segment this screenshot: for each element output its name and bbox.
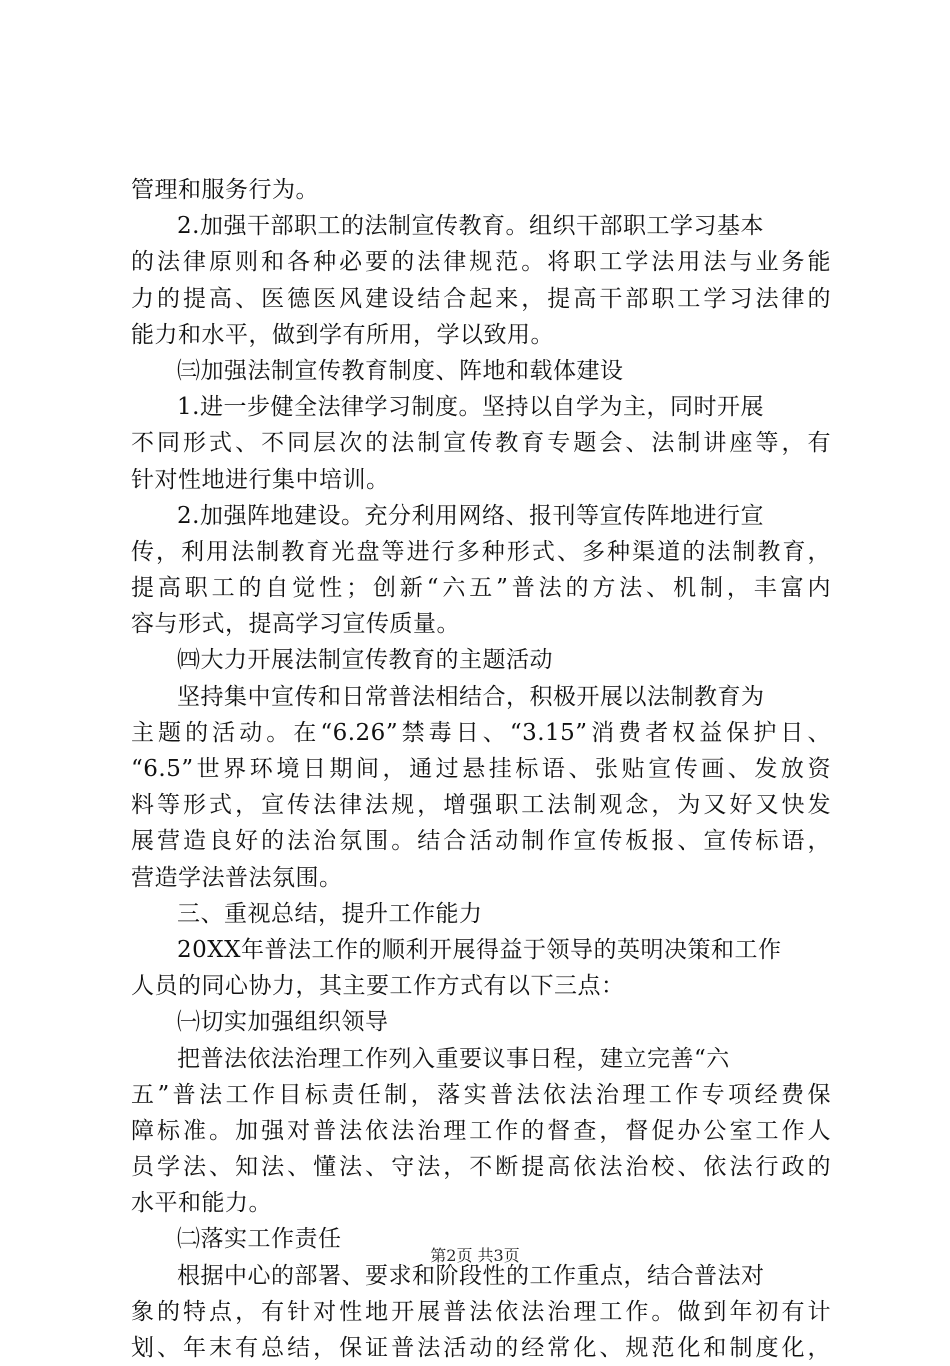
text-line: 传，利用法制教育光盘等进行多种形式、多种渠道的法制教育，: [131, 538, 831, 565]
text-line: 管理和服务行为。: [131, 177, 319, 203]
text-line: 料等形式，宣传法律法规，增强职工法制观念，为又好又快发: [131, 792, 831, 819]
text-line: 水平和能力。: [131, 1190, 272, 1217]
text-line: 员学法、知法、懂法、守法，不断提高依法治校、依法行政的: [131, 1154, 831, 1181]
text-line: 不同形式、不同层次的法制宣传教育专题会、法制讲座等，有: [131, 430, 831, 457]
document-body: [131, 172, 831, 1366]
text-line: 人员的同心协力，其主要工作方式有以下三点：: [131, 973, 625, 1000]
text-line: 容与形式，提高学习宣传质量。: [131, 611, 460, 638]
text-line: 根据中心的部署、要求和阶段性的工作重点，结合普法对: [177, 1262, 765, 1289]
text-line: 展营造良好的法治氛围。结合活动制作宣传板报、宣传标语，: [131, 828, 831, 855]
section-heading: ㈠切实加强组织领导: [177, 1009, 389, 1036]
text-line: 的法律原则和各种必要的法律规范。将职工学法用法与业务能: [131, 249, 831, 276]
text-line: 提高职工的自觉性；创新“六五”普法的方法、机制，丰富内: [131, 575, 831, 602]
section-heading: 三、重视总结，提升工作能力: [177, 900, 483, 927]
text-line: 障标准。加强对普法依法治理工作的督查，督促办公室工作人: [131, 1117, 831, 1144]
text-line: 针对性地进行集中培训。: [131, 466, 390, 493]
text-line: 五”普法工作目标责任制，落实普法依法治理工作专项经费保: [131, 1081, 831, 1108]
section-heading: ㈣大力开展法制宣传教育的主题活动: [177, 647, 553, 674]
text-line: 2.加强干部职工的法制宣传教育。组织干部职工学习基本: [177, 213, 764, 240]
text-line: 划、年末有总结，保证普法活动的经常化、规范化和制度化，: [131, 1335, 831, 1361]
text-line: 力的提高、医德医风建设结合起来，提高干部职工学习法律的: [131, 285, 831, 312]
section-heading: ㈡落实工作责任: [177, 1226, 342, 1253]
text-line: 主题的活动。在“6.26”禁毒日、“3.15”消费者权益保护日、: [131, 719, 831, 746]
text-line: “6.5”世界环境日期间，通过悬挂标语、张贴宣传画、发放资: [131, 756, 831, 782]
text-line: 坚持集中宣传和日常普法相结合，积极开展以法制教育为: [177, 683, 765, 710]
text-line: 1.进一步健全法律学习制度。坚持以自学为主，同时开展: [177, 394, 764, 421]
text-line: 2.加强阵地建设。充分利用网络、报刊等宣传阵地进行宣: [177, 502, 764, 529]
text-line: 把普法依法治理工作列入重要议事日程，建立完善“六: [177, 1045, 730, 1072]
section-heading: ㈢加强法制宣传教育制度、阵地和载体建设: [177, 357, 624, 384]
text-line: 营造学法普法氛围。: [131, 864, 343, 891]
text-line: 能力和水平，做到学有所用，学以致用。: [131, 321, 554, 348]
text-line: 20XX年普法工作的顺利开展得益于领导的英明决策和工作: [177, 936, 782, 963]
page-footer: 第2页 共3页: [430, 1246, 520, 1265]
text-line: 象的特点，有针对性地开展普法依法治理工作。做到年初有计: [131, 1298, 831, 1325]
